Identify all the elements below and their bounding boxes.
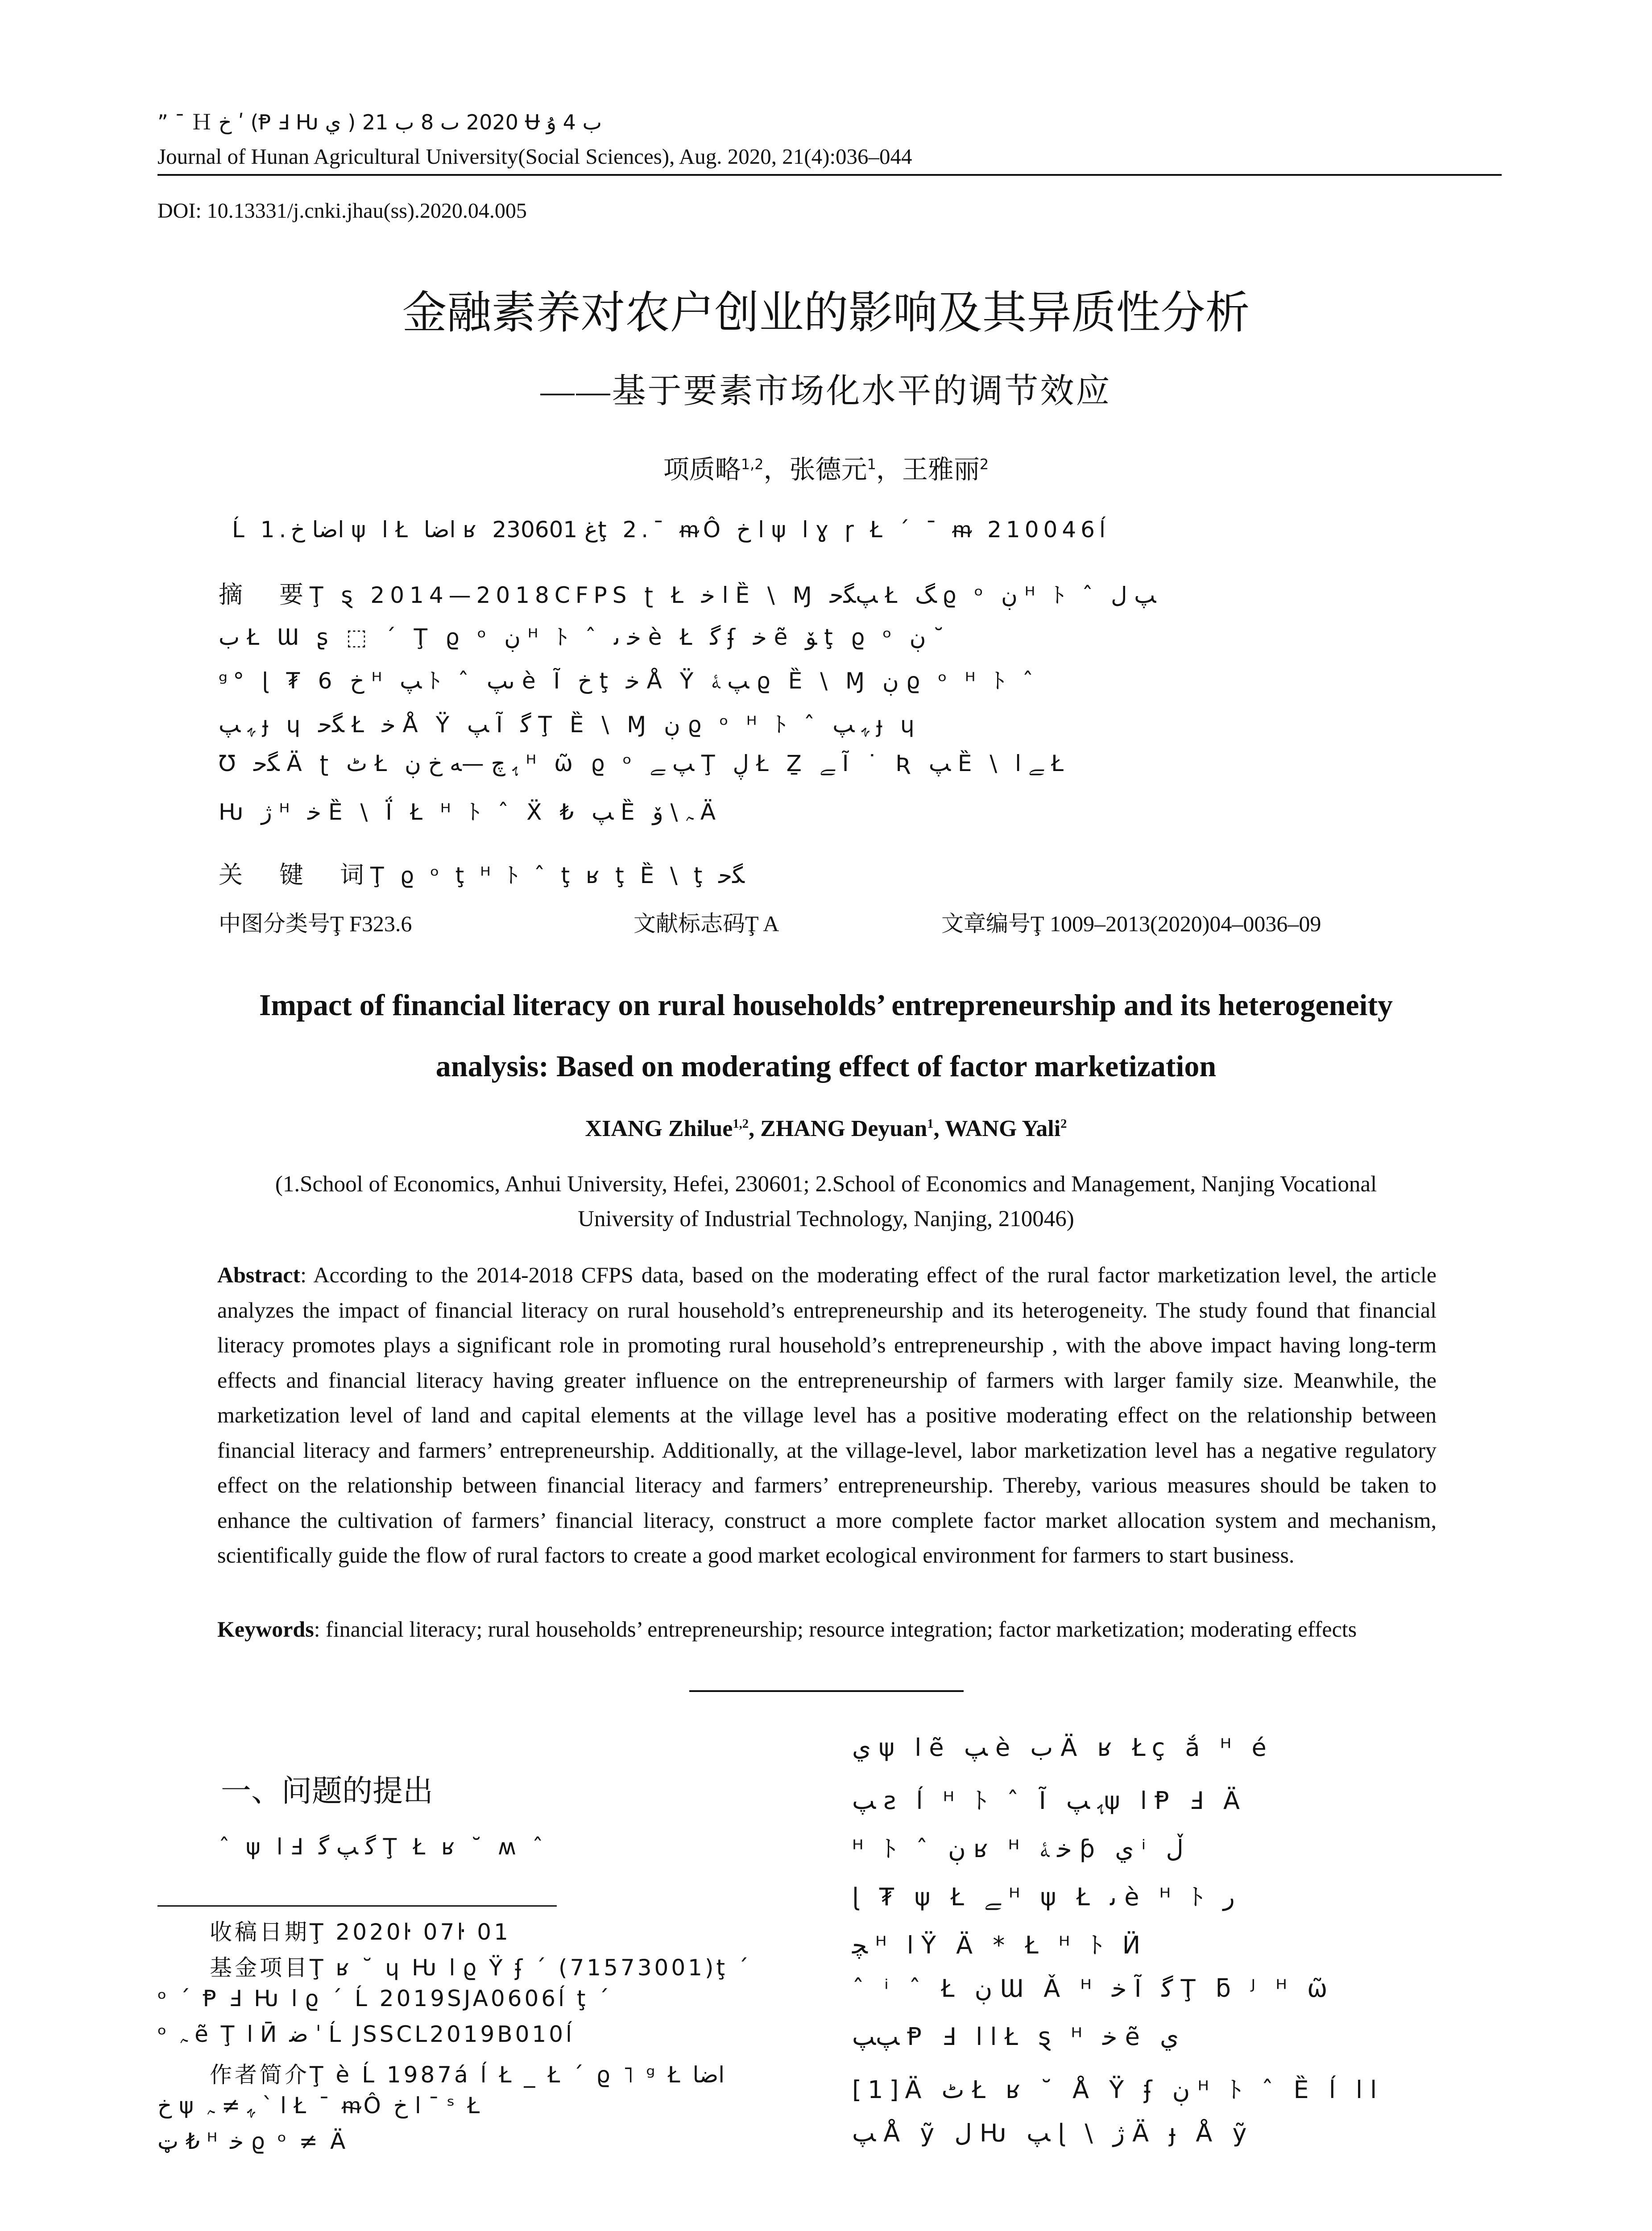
header-divider: [157, 174, 1502, 176]
journal-header-chinese: ” ¯ Ｈ خ ʹ (Ᵽ Ⅎ Ƕ ي ) 2020 ٮ 8 ب 21 Ʉ ب 4 ۇ: [157, 110, 602, 134]
english-affiliation-line-1: (1.School of Economics, Anhui University, Hefei, 230601; 2.School of Economics and Management, Nanjing Vocational: [275, 1172, 1377, 1197]
author-affiliation-mark: 1: [867, 456, 876, 473]
footnote-author-continued: خ ψ ﺍ ` ﮩ ≠ ﮧ Ł ¯ ᵯÔ ﺍ خ ¯ ˢ Ł: [157, 2093, 483, 2119]
keywords-label-en: Keywords: [217, 1617, 314, 1642]
section-heading: 一、问题的提出: [221, 1774, 434, 1809]
section-body-line: ˆ ψ ﺍ Ⅎ ﮔ ﭗ ﮔ Ţ Ł ʁ ˘ ʍ ˆ: [219, 1834, 548, 1860]
abstract-label-en: Abstract: [217, 1262, 301, 1287]
body-line: ﭗﭗ Ᵽ Ⅎ ﺍ ﺍ Ł ȿ ᴴ ﺧ ẽ ي: [852, 2023, 1179, 2051]
body-line: [1]Ä ٹ Ł ʁ ˘ Å Ÿ ʄ ڹ ᴴ ﾄ ˆ Ȅ ĺ ﺍ ﺍ: [852, 2076, 1377, 2104]
footnote-fund: 基金项目Ţ ʁ ˘ ɥ Ƕ ﺍ ϱ Ÿ ʄ ´ (71573001)ţ ´: [210, 1955, 751, 1981]
author-name: 张德元: [789, 454, 867, 485]
english-authors: [0, 1116, 1652, 1142]
author-name: XIANG Zhilue: [585, 1116, 733, 1141]
author-affiliation-mark: 2: [979, 456, 989, 473]
footnote-fund-continued: ᵒ ﮧ ẽ Ţ ﺍ Ӣ ﺿ ˈ Ĺ JSSCL2019B010ĺ: [157, 2021, 575, 2047]
article-number: 文章编号Ţ 1009–2013(2020)04–0036–09: [941, 911, 1321, 937]
keywords-label-cn: 关 键 词: [219, 861, 370, 889]
chinese-subtitle: ——基于要素市场化水平的调节效应: [540, 373, 1112, 410]
english-title-line-2: analysis: Based on moderating effect of factor marketization: [435, 1049, 1217, 1083]
english-keywords: [217, 1616, 1466, 1642]
abstract-text-en: : According to the 2014-2018 CFPS data, based on the moderating effect of the rural factor marketization level, the article analyzes the impact of financial literacy on rural household’s entrepreneurship and its heterogeneity. The study found that financial literacy promotes plays a significant role in promoting rural household’s entrepreneurship , with the above impact having long-term effects and financial literacy having greater influence on the entrepreneurship of farmers with larger family size. Meanwhile, the marketization level of land and capital elements at the village level has a positive moderating effect on the relationship between financial literacy and farmers’ entrepreneurship. Additionally, at the village-level, labor marketization level has a negative regulatory effect on the relationship between financial literacy and farmers’ entrepreneurship. Thereby, various measures should be taken to enhance the cultivation of farmers’ financial literacy, construct a more complete factor market allocation system and mechanism, scientifically guide the flow of rural factors to create a good market ecological environment for farmers to start business.: [217, 1262, 1437, 1568]
abstract-line: ﮩ ﭗ ɟ ɥ ﮕﺣ Ł ﺧ Å Ÿ ﭗ Ĩ ﮔ Ţ Ȅ \ Ɱ ڹ ϱ ᵒ ᴴ ﾄ ˆ ﮩ ﭗ ɟ ɥ: [219, 712, 920, 738]
footnote-fund-continued: ᵒ ´ Ᵽ Ⅎ Ƕ ﺍ ϱ ´ Ĺ 2019SJA0606ĺ ţ ´: [157, 1986, 612, 2011]
clc-number: 中图分类号Ţ F323.6: [219, 911, 412, 937]
section-separator: [689, 1690, 964, 1692]
chinese-keywords: 关 键 词Ţ ϱ ᵒ ţ ᴴ ﾄ ˆ ţ ʁ ţ Ȅ \ ţ ﮕﺣ: [219, 861, 745, 889]
author-name: , WANG Yali: [933, 1116, 1061, 1141]
footnote-author: 作者简介Ţ è Ĺ 1987á ĺ Ł _ Ł ´ ϱ ˥ ᵍ Ł ﺍﺿﺎ: [210, 2062, 725, 2088]
english-abstract: [217, 1257, 1437, 1573]
body-line: ᴴ ﾄ ˆ ڹ ʁ ᴴ ﺧ ﮥ ƥ ي ⁱ ڵ: [852, 1835, 1184, 1863]
author-name: 王雅丽: [902, 454, 980, 485]
abstract-line: ᵍ° ɭ ₮ 6 خ ᴴ ﭗ ﾄ ˆ ﯨﭗ è Ĩ خ ţ ﺧ Å Ÿ ﭗ ﮥ ϱ Ȅ \ Ɱ ڹ ϱ ᵒ ᴴ ﾄ ˆ: [219, 668, 1039, 694]
abstract-line: 摘 要Ţ ȿ 2014—2018CFPS ʈ Ł ﺍ ﺧ Ȅ \ Ɱ ﭗﮕﺣ Ł ﮓ ϱ ᵒ ڹ ᴴ ﾄ ˆ ﭗ ﻝ: [219, 581, 1156, 609]
chinese-affiliation: Ĺ 1.ﺍﺿﺎ خ ψ ﺍ Ł ﺍﺿﺎ ʁ ﻍ 230601ţ 2.¯ ᵯÔ ﺍ خ ψ ﺍ ɣ ɼ Ł ´ ¯ ᵯ 210046ĺ: [232, 517, 1110, 543]
author-separator: ，: [876, 454, 902, 485]
author-name: 项质略: [663, 454, 741, 485]
body-line: ɭ ₮ ψ Ł ﮯ ᴴ ψ Ł ﯨ è ᴴ ﾄ ﺭ: [852, 1883, 1235, 1911]
keywords-text-en: : financial literacy; rural households’ entrepreneurship; resource integration; factor marketization; moderating effects: [314, 1617, 1357, 1642]
body-line: ي ψ ﺍ ẽ ﭗ è ب Ä ʁ Łç ắ ᴴ é: [852, 1733, 1273, 1762]
abstract-line: ﺏ Ł Ɯ ʂ ⬚ ´ Ţ ϱ ᵒ ڹ ᴴ ﾄ ˆ ﺧ ﯨ è Ł ﮔ ʄ ﺧ ẽ ﯚ ţ ϱ ᵒ ڹ ˘: [219, 624, 944, 650]
author-affiliation-mark: 1,2: [733, 1117, 749, 1131]
doi-line: DOI: 10.13331/j.cnki.jhau(ss).2020.04.005: [157, 199, 527, 223]
author-name: , ZHANG Deyuan: [749, 1116, 927, 1141]
footnote-received: 收稿日期Ţ 2020ŀ 07ŀ 01: [210, 1919, 511, 1945]
english-affiliation-line-2: University of Industrial Technology, Nanjing, 210046): [578, 1207, 1074, 1232]
english-title-line-1: Impact of financial literacy on rural households’ entrepreneurship and its heterogeneity: [259, 988, 1393, 1022]
footnote-author-continued: ټ ₺ ᴴ ﺧ ϱ ᵒ ≠ Ä: [157, 2128, 348, 2154]
body-line: ﭗ ƨ ĺ ᴴ ﾄ ˆ Ĩ ﮨ ﭗψ ﺍ Ᵽ Ⅎ Ä: [852, 1787, 1246, 1815]
chinese-title: 金融素养对农户创业的影响及其异质性分析: [402, 286, 1250, 339]
author-affiliation-mark: 2: [1060, 1117, 1067, 1131]
body-line: ˆ ⁱ ˆ Ł ڹ Ɯ Ǎ ᴴ ﺧ Ĩ ﮔ Ţ ƃ ᴶ ᴴ ω̃: [852, 1974, 1334, 2003]
author-affiliation-mark: 1,2: [741, 456, 764, 473]
abstract-line: Ʊ ﮕﺣ Ä ʈ ٹ Ł ﮨ ﭺ —ﻪ خ ڹ ᴴ ω̃ ϱ ᵒ ﭗ ﮯ Ţ ڸ Ł Ẕ ﮯ Ĩ ˙ Ʀ ﭗ Ȅ \ ﮯ ﺍ Ł: [219, 751, 1069, 776]
author-affiliation-mark: 1: [927, 1117, 934, 1131]
abstract-label-cn: 摘 要: [219, 581, 310, 609]
document-code: 文献标志码Ţ A: [633, 911, 779, 937]
body-line: ﭗ Å ỹ ﻝ Ƕ ﭗ ɭ \ ژ Ä ɟ Å ỹ: [852, 2119, 1253, 2147]
author-separator: ，: [763, 454, 790, 485]
chinese-authors: [0, 448, 1652, 486]
journal-header-english: Journal of Hunan Agricultural University(Social Sciences), Aug. 2020, 21(4):036–044: [157, 144, 912, 169]
body-line: ﭽ ᴴ ﺍ Ÿ Ä * Ł ᴴ ﾄ Ӥ: [852, 1931, 1147, 1959]
abstract-line: Ƕ ژ ᴴ ﺧ Ȅ \ Ḯ Ł ᴴ ﾄ ˆ Ẍ ₺ ﭗ Ȅ ﮧ \ ﯙ Ä: [219, 799, 721, 825]
footnote-divider: [157, 1905, 557, 1907]
